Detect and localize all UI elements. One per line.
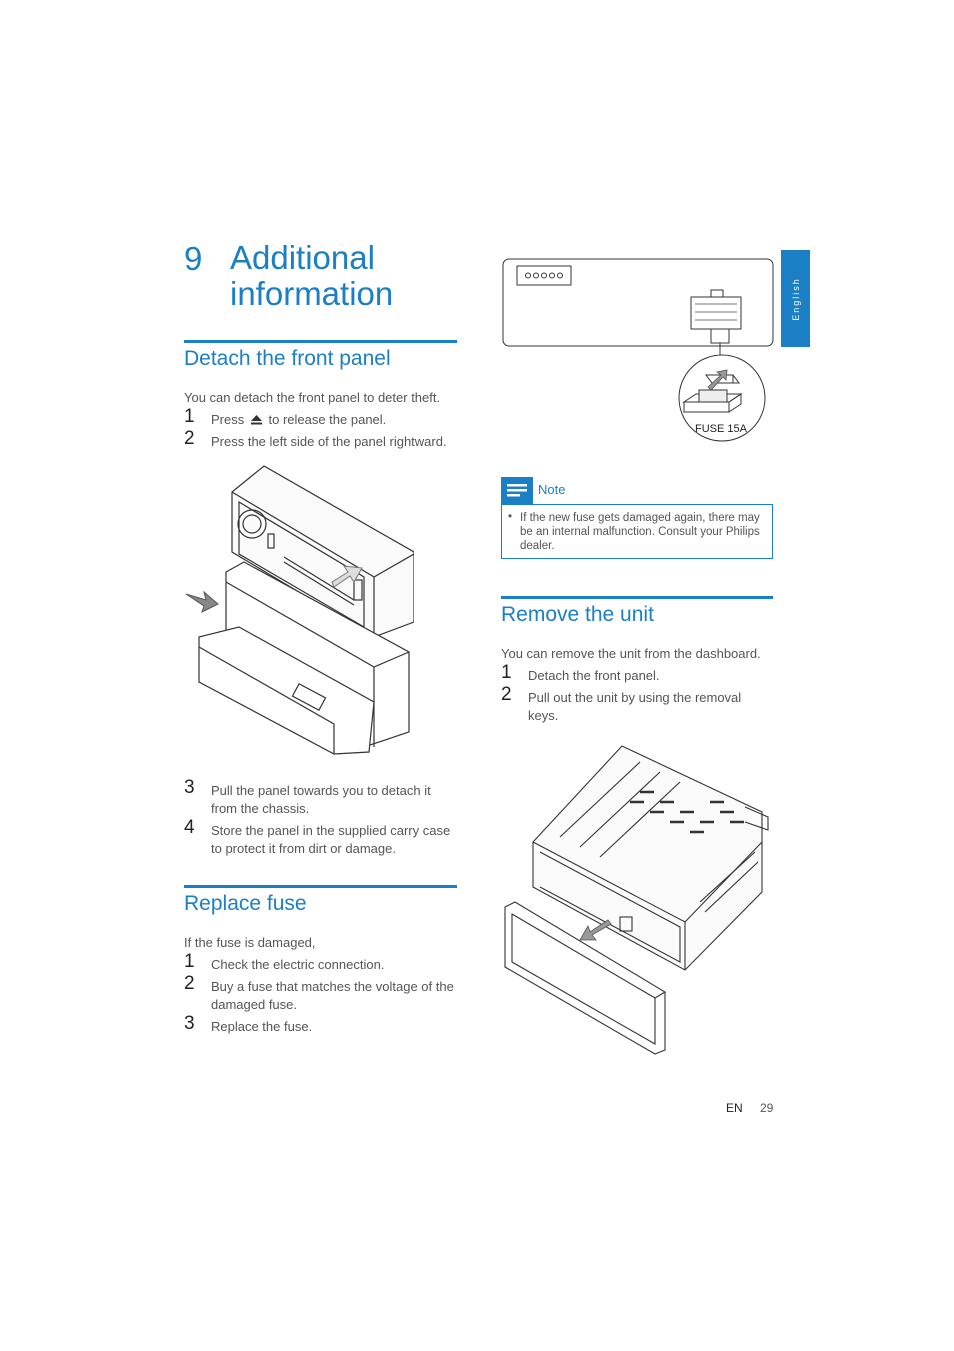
step-text: Pull the panel towards you to detach it xyxy=(211,783,431,798)
step-text: to release the panel. xyxy=(268,412,387,427)
detach-section-title: Detach the front panel xyxy=(184,347,391,370)
detach-panel-illustration xyxy=(184,462,414,762)
note-icon xyxy=(501,477,533,504)
language-tab xyxy=(781,250,810,347)
fuse-step-3 xyxy=(184,1013,464,1038)
fuse-step-2 xyxy=(184,973,474,1018)
step-text: Press xyxy=(211,412,245,427)
note-text: If the new fuse gets damaged again, there may be an internal malfunction. Consult your Philips dealer. xyxy=(520,512,760,552)
section-rule xyxy=(184,885,457,888)
fuse-intro: If the fuse is damaged, xyxy=(184,935,316,950)
step-number: 2 xyxy=(184,973,195,994)
step-number: 3 xyxy=(184,777,195,798)
step-text: Store the panel in the supplied carry case xyxy=(211,823,451,838)
chapter-number: 9 xyxy=(184,240,203,277)
footer-language: EN xyxy=(726,1101,743,1115)
remove-section-title: Remove the unit xyxy=(501,603,654,626)
fuse-illustration xyxy=(501,257,776,452)
step-number: 1 xyxy=(184,406,195,427)
note-label: Note xyxy=(538,482,566,497)
step-text: Detach the front panel. xyxy=(528,668,660,683)
eject-icon xyxy=(250,414,263,425)
page-number: 29 xyxy=(760,1101,774,1115)
step-text: from the chassis. xyxy=(211,801,310,816)
step-number: 4 xyxy=(184,817,195,838)
remove-step-1 xyxy=(501,662,771,687)
step-text: Pull out the unit by using the removal xyxy=(528,690,742,705)
step-text: damaged fuse. xyxy=(211,997,298,1012)
remove-intro: You can remove the unit from the dashboard. xyxy=(501,646,761,661)
step-number: 2 xyxy=(501,684,512,705)
step-text: to protect it from dirt or damage. xyxy=(211,841,396,856)
step-text: keys. xyxy=(528,708,559,723)
detach-step-3 xyxy=(184,777,464,822)
language-tab-label: English xyxy=(790,276,801,321)
detach-step-4 xyxy=(184,817,464,862)
remove-unit-illustration xyxy=(500,742,775,1057)
chapter-title: Additional information xyxy=(230,239,394,312)
step-number: 1 xyxy=(501,662,512,683)
step-text: Check the electric connection. xyxy=(211,957,385,972)
fuse-label: FUSE 15A xyxy=(695,423,747,435)
detach-step-1 xyxy=(184,406,464,431)
step-text: Buy a fuse that matches the voltage of the xyxy=(211,979,454,994)
step-number: 3 xyxy=(184,1013,195,1034)
detach-step-2 xyxy=(184,428,474,453)
section-rule xyxy=(501,596,773,599)
remove-step-2 xyxy=(501,684,771,729)
step-number: 1 xyxy=(184,951,195,972)
step-text: Replace the fuse. xyxy=(211,1019,313,1034)
step-number: 2 xyxy=(184,428,195,449)
step-text: Press the left side of the panel rightward. xyxy=(211,434,447,449)
section-rule xyxy=(184,340,457,343)
fuse-section-title: Replace fuse xyxy=(184,892,307,915)
bullet-icon: • xyxy=(508,511,513,523)
detach-intro: You can detach the front panel to deter theft. xyxy=(184,390,441,405)
fuse-step-1 xyxy=(184,951,464,976)
